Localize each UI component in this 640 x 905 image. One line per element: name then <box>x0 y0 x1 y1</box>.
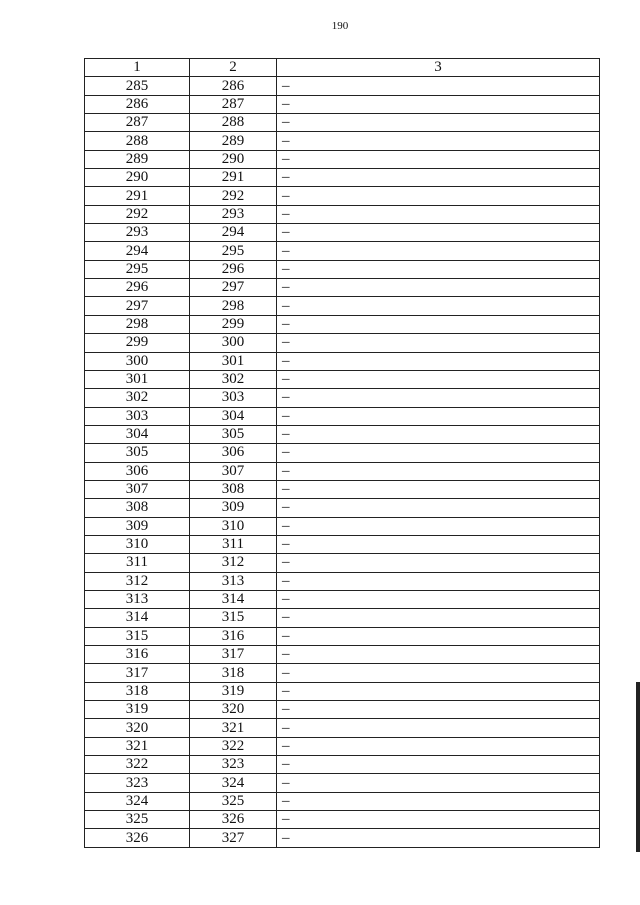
table-cell-col-2: 289 <box>190 132 277 150</box>
table-row <box>85 425 600 443</box>
table-row <box>85 389 600 407</box>
table-cell-col-3: – <box>277 719 600 737</box>
table-cell-col-1: 301 <box>85 370 190 388</box>
table-cell-col-3: – <box>277 756 600 774</box>
table-cell-col-3: – <box>277 334 600 352</box>
table-cell-col-1: 313 <box>85 590 190 608</box>
table-row <box>85 554 600 572</box>
table-row <box>85 205 600 223</box>
table-cell-col-3: – <box>277 132 600 150</box>
table-cell-col-1: 309 <box>85 517 190 535</box>
table-cell-col-3: – <box>277 499 600 517</box>
table-cell-col-3: – <box>277 352 600 370</box>
table-cell-col-3: – <box>277 205 600 223</box>
table-cell-col-1: 320 <box>85 719 190 737</box>
table-cell-col-3: – <box>277 242 600 260</box>
table-cell-col-2: 305 <box>190 425 277 443</box>
table-cell-col-3: – <box>277 297 600 315</box>
table-cell-col-2: 286 <box>190 77 277 95</box>
table-cell-col-2: 311 <box>190 535 277 553</box>
table-cell-col-1: 325 <box>85 811 190 829</box>
table-cell-col-1: 315 <box>85 627 190 645</box>
table-cell-col-1: 317 <box>85 664 190 682</box>
table-row <box>85 462 600 480</box>
table-cell-col-1: 311 <box>85 554 190 572</box>
table-cell-col-2: 310 <box>190 517 277 535</box>
table-cell-col-2: 323 <box>190 756 277 774</box>
table-row <box>85 774 600 792</box>
table-row <box>85 77 600 95</box>
table-cell-col-2: 304 <box>190 407 277 425</box>
table-cell-col-2: 294 <box>190 224 277 242</box>
table-cell-col-1: 322 <box>85 756 190 774</box>
table-cell-col-2: 291 <box>190 169 277 187</box>
table-row <box>85 444 600 462</box>
table-cell-col-2: 317 <box>190 646 277 664</box>
table-cell-col-3: – <box>277 425 600 443</box>
table-cell-col-2: 287 <box>190 95 277 113</box>
table-cell-col-2: 288 <box>190 114 277 132</box>
table-cell-col-1: 286 <box>85 95 190 113</box>
table-header <box>85 59 600 77</box>
table-row <box>85 590 600 608</box>
table-cell-col-1: 292 <box>85 205 190 223</box>
table-cell-col-2: 313 <box>190 572 277 590</box>
table-cell-col-2: 297 <box>190 279 277 297</box>
table-row <box>85 187 600 205</box>
table-cell-col-2: 320 <box>190 701 277 719</box>
table-cell-col-2: 300 <box>190 334 277 352</box>
table-cell-col-3: – <box>277 462 600 480</box>
table-cell-col-3: – <box>277 224 600 242</box>
scan-edge-mark <box>636 682 640 852</box>
table-cell-col-3: – <box>277 774 600 792</box>
table-row <box>85 737 600 755</box>
table-row <box>85 719 600 737</box>
table-cell-col-1: 287 <box>85 114 190 132</box>
table-cell-col-3: – <box>277 664 600 682</box>
table-cell-col-1: 312 <box>85 572 190 590</box>
table-cell-col-1: 295 <box>85 260 190 278</box>
table-cell-col-1: 314 <box>85 609 190 627</box>
table-cell-col-1: 302 <box>85 389 190 407</box>
table-cell-col-3: – <box>277 95 600 113</box>
table-cell-col-2: 327 <box>190 829 277 847</box>
table-row <box>85 279 600 297</box>
table-row <box>85 297 600 315</box>
table-cell-col-2: 292 <box>190 187 277 205</box>
table-row <box>85 682 600 700</box>
table-cell-col-2: 325 <box>190 792 277 810</box>
table-row <box>85 95 600 113</box>
table-row <box>85 224 600 242</box>
table-cell-col-1: 291 <box>85 187 190 205</box>
table-cell-col-3: – <box>277 609 600 627</box>
table-cell-col-2: 308 <box>190 480 277 498</box>
table-cell-col-3: – <box>277 480 600 498</box>
table-cell-col-1: 299 <box>85 334 190 352</box>
table-cell-col-3: – <box>277 701 600 719</box>
table-cell-col-1: 326 <box>85 829 190 847</box>
table-cell-col-3: – <box>277 279 600 297</box>
table-cell-col-3: – <box>277 535 600 553</box>
table-row <box>85 260 600 278</box>
table-cell-col-3: – <box>277 829 600 847</box>
table-cell-col-1: 304 <box>85 425 190 443</box>
table-row <box>85 572 600 590</box>
table-cell-col-2: 316 <box>190 627 277 645</box>
table-cell-col-2: 296 <box>190 260 277 278</box>
table-cell-col-3: – <box>277 811 600 829</box>
table-cell-col-2: 314 <box>190 590 277 608</box>
table-cell-col-3: – <box>277 260 600 278</box>
table-cell-col-1: 308 <box>85 499 190 517</box>
table-cell-col-2: 299 <box>190 315 277 333</box>
table-row <box>85 480 600 498</box>
table-cell-col-3: – <box>277 646 600 664</box>
table-cell-col-2: 326 <box>190 811 277 829</box>
table-cell-col-1: 288 <box>85 132 190 150</box>
table-cell-col-1: 324 <box>85 792 190 810</box>
column-header-1: 1 <box>85 59 190 77</box>
table-cell-col-3: – <box>277 737 600 755</box>
column-header-2: 2 <box>190 59 277 77</box>
table-row <box>85 811 600 829</box>
table-row <box>85 517 600 535</box>
table-cell-col-3: – <box>277 187 600 205</box>
table-cell-col-3: – <box>277 407 600 425</box>
table-cell-col-1: 290 <box>85 169 190 187</box>
table-cell-col-2: 322 <box>190 737 277 755</box>
table-cell-col-2: 295 <box>190 242 277 260</box>
table-cell-col-1: 318 <box>85 682 190 700</box>
table-cell-col-1: 298 <box>85 315 190 333</box>
table-cell-col-3: – <box>277 627 600 645</box>
table-cell-col-2: 306 <box>190 444 277 462</box>
table-row <box>85 242 600 260</box>
table-cell-col-3: – <box>277 590 600 608</box>
table-row <box>85 407 600 425</box>
table-cell-col-2: 293 <box>190 205 277 223</box>
table-cell-col-2: 301 <box>190 352 277 370</box>
table-cell-col-2: 319 <box>190 682 277 700</box>
table-cell-col-2: 307 <box>190 462 277 480</box>
table-cell-col-2: 318 <box>190 664 277 682</box>
table-row <box>85 499 600 517</box>
table-cell-col-1: 289 <box>85 150 190 168</box>
table-row <box>85 150 600 168</box>
table-cell-col-3: – <box>277 444 600 462</box>
table-cell-col-2: 324 <box>190 774 277 792</box>
table-cell-col-1: 294 <box>85 242 190 260</box>
table-row <box>85 627 600 645</box>
table-row <box>85 701 600 719</box>
table-row <box>85 646 600 664</box>
table-cell-col-1: 300 <box>85 352 190 370</box>
table-row <box>85 370 600 388</box>
table-cell-col-2: 315 <box>190 609 277 627</box>
table-row <box>85 315 600 333</box>
header-row <box>85 59 600 77</box>
table-row <box>85 114 600 132</box>
table-cell-col-3: – <box>277 150 600 168</box>
table-cell-col-3: – <box>277 572 600 590</box>
table-cell-col-2: 298 <box>190 297 277 315</box>
table-cell-col-3: – <box>277 792 600 810</box>
table-cell-col-2: 321 <box>190 719 277 737</box>
table-row <box>85 829 600 847</box>
table-cell-col-3: – <box>277 370 600 388</box>
table-cell-col-1: 296 <box>85 279 190 297</box>
table-row <box>85 334 600 352</box>
table-row <box>85 756 600 774</box>
table-cell-col-1: 303 <box>85 407 190 425</box>
page-number: 190 <box>331 20 349 32</box>
table-row <box>85 132 600 150</box>
table-cell-col-1: 306 <box>85 462 190 480</box>
table-cell-col-3: – <box>277 114 600 132</box>
table-cell-col-1: 323 <box>85 774 190 792</box>
table-cell-col-3: – <box>277 389 600 407</box>
table-cell-col-3: – <box>277 554 600 572</box>
table-cell-col-2: 302 <box>190 370 277 388</box>
table-cell-col-2: 290 <box>190 150 277 168</box>
table-row <box>85 535 600 553</box>
table-cell-col-1: 307 <box>85 480 190 498</box>
table-cell-col-1: 305 <box>85 444 190 462</box>
table-cell-col-2: 312 <box>190 554 277 572</box>
table-cell-col-3: – <box>277 169 600 187</box>
table-cell-col-3: – <box>277 77 600 95</box>
table-cell-col-1: 316 <box>85 646 190 664</box>
table-cell-col-1: 319 <box>85 701 190 719</box>
table-row <box>85 609 600 627</box>
table-row <box>85 664 600 682</box>
table-cell-col-1: 293 <box>85 224 190 242</box>
table-cell-col-1: 285 <box>85 77 190 95</box>
table-row <box>85 169 600 187</box>
table-cell-col-1: 297 <box>85 297 190 315</box>
table-cell-col-2: 309 <box>190 499 277 517</box>
table-body <box>85 77 600 847</box>
table-cell-col-3: – <box>277 315 600 333</box>
table-cell-col-2: 303 <box>190 389 277 407</box>
table-cell-col-1: 321 <box>85 737 190 755</box>
column-header-3: 3 <box>277 59 600 77</box>
table-cell-col-3: – <box>277 517 600 535</box>
table-row <box>85 792 600 810</box>
table-row <box>85 352 600 370</box>
data-table <box>84 58 600 848</box>
table-cell-col-1: 310 <box>85 535 190 553</box>
table-cell-col-3: – <box>277 682 600 700</box>
